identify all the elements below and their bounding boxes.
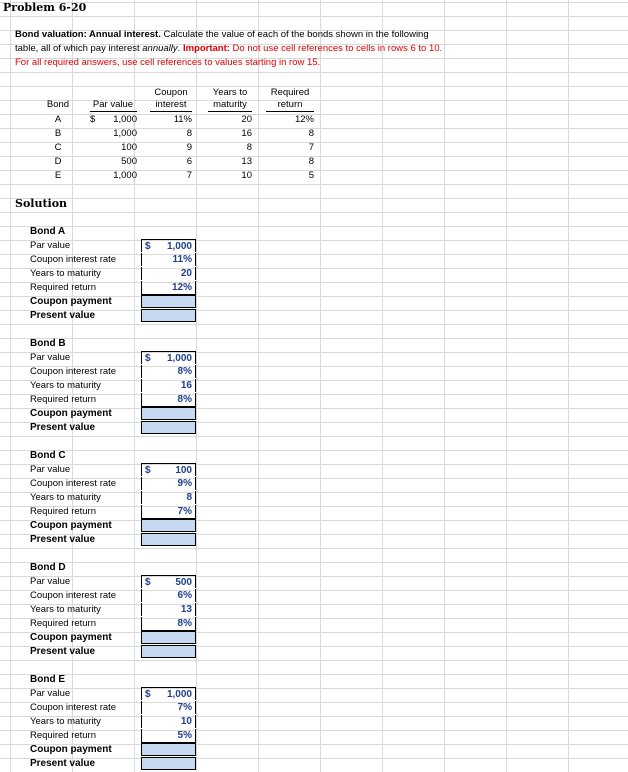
- table-row: [0, 141, 628, 155]
- solution-title: Solution: [15, 197, 68, 210]
- dollar-sign: $: [145, 577, 151, 588]
- bond-block-b: [0, 337, 628, 437]
- label-required: Required return: [30, 282, 97, 293]
- dollar-sign: $: [145, 689, 151, 700]
- coupon-payment-input[interactable]: [141, 295, 196, 308]
- table-row: [0, 169, 628, 183]
- present-value-input[interactable]: [141, 645, 196, 658]
- table-row: [0, 113, 628, 127]
- coupon-payment-input[interactable]: [141, 631, 196, 644]
- label-present-value: Present value: [30, 422, 96, 433]
- years-cell[interactable]: 20: [141, 267, 196, 280]
- bond-block-d: [0, 561, 628, 661]
- label-coupon-payment: Coupon payment: [30, 632, 112, 643]
- cell-required[interactable]: 5: [308, 170, 314, 181]
- label-coupon-payment: Coupon payment: [30, 408, 112, 419]
- present-value-input[interactable]: [141, 421, 196, 434]
- par-value-cell[interactable]: [141, 351, 196, 364]
- coupon-payment-input[interactable]: [141, 519, 196, 532]
- years-cell[interactable]: 13: [141, 603, 196, 616]
- present-value-input[interactable]: [141, 533, 196, 546]
- par-value: 1,000: [166, 353, 192, 364]
- header-underline: [208, 111, 252, 112]
- description-heading: Bond valuation: Annual interest.: [15, 29, 161, 40]
- years-cell[interactable]: 10: [141, 715, 196, 728]
- header-underline: [266, 111, 314, 112]
- cell-coupon[interactable]: 6: [186, 156, 192, 167]
- label-coupon-payment: Coupon payment: [30, 296, 112, 307]
- label-present-value: Present value: [30, 534, 96, 545]
- label-present-value: Present value: [30, 310, 96, 321]
- label-par-value: Par value: [30, 464, 71, 475]
- label-coupon-payment: Coupon payment: [30, 520, 112, 531]
- col-header-par: Par value: [92, 99, 134, 110]
- dollar-sign: $: [145, 241, 151, 252]
- label-years: Years to maturity: [30, 380, 101, 391]
- required-return-cell[interactable]: 8%: [141, 617, 196, 631]
- col-header-coupon-1: Coupon: [154, 87, 188, 98]
- label-required: Required return: [30, 618, 97, 629]
- label-years: Years to maturity: [30, 604, 101, 615]
- label-par-value: Par value: [30, 688, 71, 699]
- table-row: [0, 155, 628, 169]
- cell-dollar[interactable]: $: [90, 114, 96, 125]
- label-coupon-rate: Coupon interest rate: [30, 366, 117, 377]
- description-text: .: [177, 43, 183, 54]
- cell-bond[interactable]: D: [54, 156, 62, 167]
- par-value-cell[interactable]: [141, 463, 196, 476]
- label-years: Years to maturity: [30, 492, 101, 503]
- description-line-3: For all required answers, use cell references to values starting in row 15.: [15, 57, 321, 68]
- cell-bond[interactable]: C: [54, 142, 62, 153]
- par-value: 1,000: [166, 241, 192, 252]
- description-text: table, all of which pay interest: [15, 43, 143, 54]
- table-row: [0, 127, 628, 141]
- description-text: Calculate the value of each of the bonds shown in the following: [160, 29, 429, 40]
- cell-required[interactable]: 12%: [294, 114, 314, 125]
- cell-coupon[interactable]: 9: [186, 142, 192, 153]
- present-value-input[interactable]: [141, 309, 196, 322]
- cell-years[interactable]: 10: [241, 170, 252, 181]
- coupon-rate-cell[interactable]: 9%: [141, 477, 196, 490]
- important-text: Do not use cell references to cells in rows 6 to 10.: [229, 43, 443, 54]
- description-line-1: [15, 28, 429, 42]
- col-header-years-1: Years to: [212, 87, 248, 98]
- present-value-input[interactable]: [141, 757, 196, 770]
- cell-required[interactable]: 7: [308, 142, 314, 153]
- coupon-rate-cell[interactable]: 11%: [141, 253, 196, 266]
- coupon-rate-cell[interactable]: 6%: [141, 589, 196, 602]
- bond-block-a: [0, 225, 628, 325]
- dollar-sign: $: [145, 353, 151, 364]
- label-coupon-rate: Coupon interest rate: [30, 478, 117, 489]
- description-line-2: [15, 42, 442, 56]
- label-required: Required return: [30, 394, 97, 405]
- col-header-required-1: Required: [270, 87, 310, 98]
- label-coupon-payment: Coupon payment: [30, 744, 112, 755]
- col-header-bond: Bond: [46, 99, 70, 110]
- cell-bond[interactable]: B: [54, 128, 62, 139]
- important-label: Important:: [182, 43, 230, 54]
- cell-years[interactable]: 20: [241, 114, 252, 125]
- par-value: 500: [175, 577, 192, 588]
- cell-bond[interactable]: E: [54, 170, 62, 181]
- cell-par[interactable]: 500: [121, 156, 137, 167]
- problem-title: Problem 6-20: [3, 1, 87, 14]
- bond-name: Bond D: [30, 562, 66, 573]
- annually-text: annually: [142, 43, 178, 54]
- cell-coupon[interactable]: 7: [186, 170, 192, 181]
- label-coupon-rate: Coupon interest rate: [30, 702, 117, 713]
- label-required: Required return: [30, 506, 97, 517]
- label-par-value: Par value: [30, 240, 71, 251]
- years-cell[interactable]: 16: [141, 379, 196, 392]
- required-return-cell[interactable]: 5%: [141, 729, 196, 743]
- cell-par[interactable]: 1,000: [113, 170, 137, 181]
- label-present-value: Present value: [30, 758, 96, 769]
- header-underline: [90, 111, 137, 112]
- header-underline: [150, 111, 192, 112]
- label-par-value: Par value: [30, 352, 71, 363]
- required-return-cell[interactable]: 7%: [141, 505, 196, 519]
- cell-coupon[interactable]: 8: [186, 128, 192, 139]
- coupon-payment-input[interactable]: [141, 743, 196, 756]
- par-value-cell[interactable]: [141, 575, 196, 588]
- years-cell[interactable]: 8: [141, 491, 196, 504]
- bond-block-e: [0, 673, 628, 772]
- cell-years[interactable]: 13: [241, 156, 252, 167]
- col-header-required-2: return: [277, 99, 303, 110]
- label-years: Years to maturity: [30, 716, 101, 727]
- coupon-payment-input[interactable]: [141, 407, 196, 420]
- label-required: Required return: [30, 730, 97, 741]
- par-value: 100: [175, 465, 192, 476]
- dollar-sign: $: [145, 465, 151, 476]
- par-value-cell[interactable]: [141, 239, 196, 252]
- label-coupon-rate: Coupon interest rate: [30, 590, 117, 601]
- cell-par[interactable]: 1,000: [113, 128, 137, 139]
- bond-block-c: [0, 449, 628, 549]
- label-par-value: Par value: [30, 576, 71, 587]
- label-coupon-rate: Coupon interest rate: [30, 254, 117, 265]
- par-value: 1,000: [166, 689, 192, 700]
- cell-bond[interactable]: A: [54, 114, 62, 125]
- cell-required[interactable]: 8: [308, 156, 314, 167]
- par-value-cell[interactable]: [141, 687, 196, 700]
- col-header-years-2: maturity: [213, 99, 247, 110]
- bond-name: Bond B: [30, 338, 66, 349]
- label-present-value: Present value: [30, 646, 96, 657]
- cell-par[interactable]: 1,000: [113, 114, 137, 125]
- bond-name: Bond E: [30, 674, 65, 685]
- cell-years[interactable]: 8: [246, 142, 252, 153]
- bond-name: Bond A: [30, 226, 66, 237]
- bond-name: Bond C: [30, 450, 66, 461]
- cell-par[interactable]: 100: [121, 142, 137, 153]
- required-return-cell[interactable]: 12%: [141, 281, 196, 295]
- label-years: Years to maturity: [30, 268, 101, 279]
- coupon-rate-cell[interactable]: 8%: [141, 365, 196, 378]
- coupon-rate-cell[interactable]: 7%: [141, 701, 196, 714]
- cell-years[interactable]: 16: [241, 128, 252, 139]
- cell-required[interactable]: 8: [308, 128, 314, 139]
- cell-coupon[interactable]: 11%: [173, 114, 192, 125]
- required-return-cell[interactable]: 8%: [141, 393, 196, 407]
- col-header-coupon-2: interest: [155, 99, 187, 110]
